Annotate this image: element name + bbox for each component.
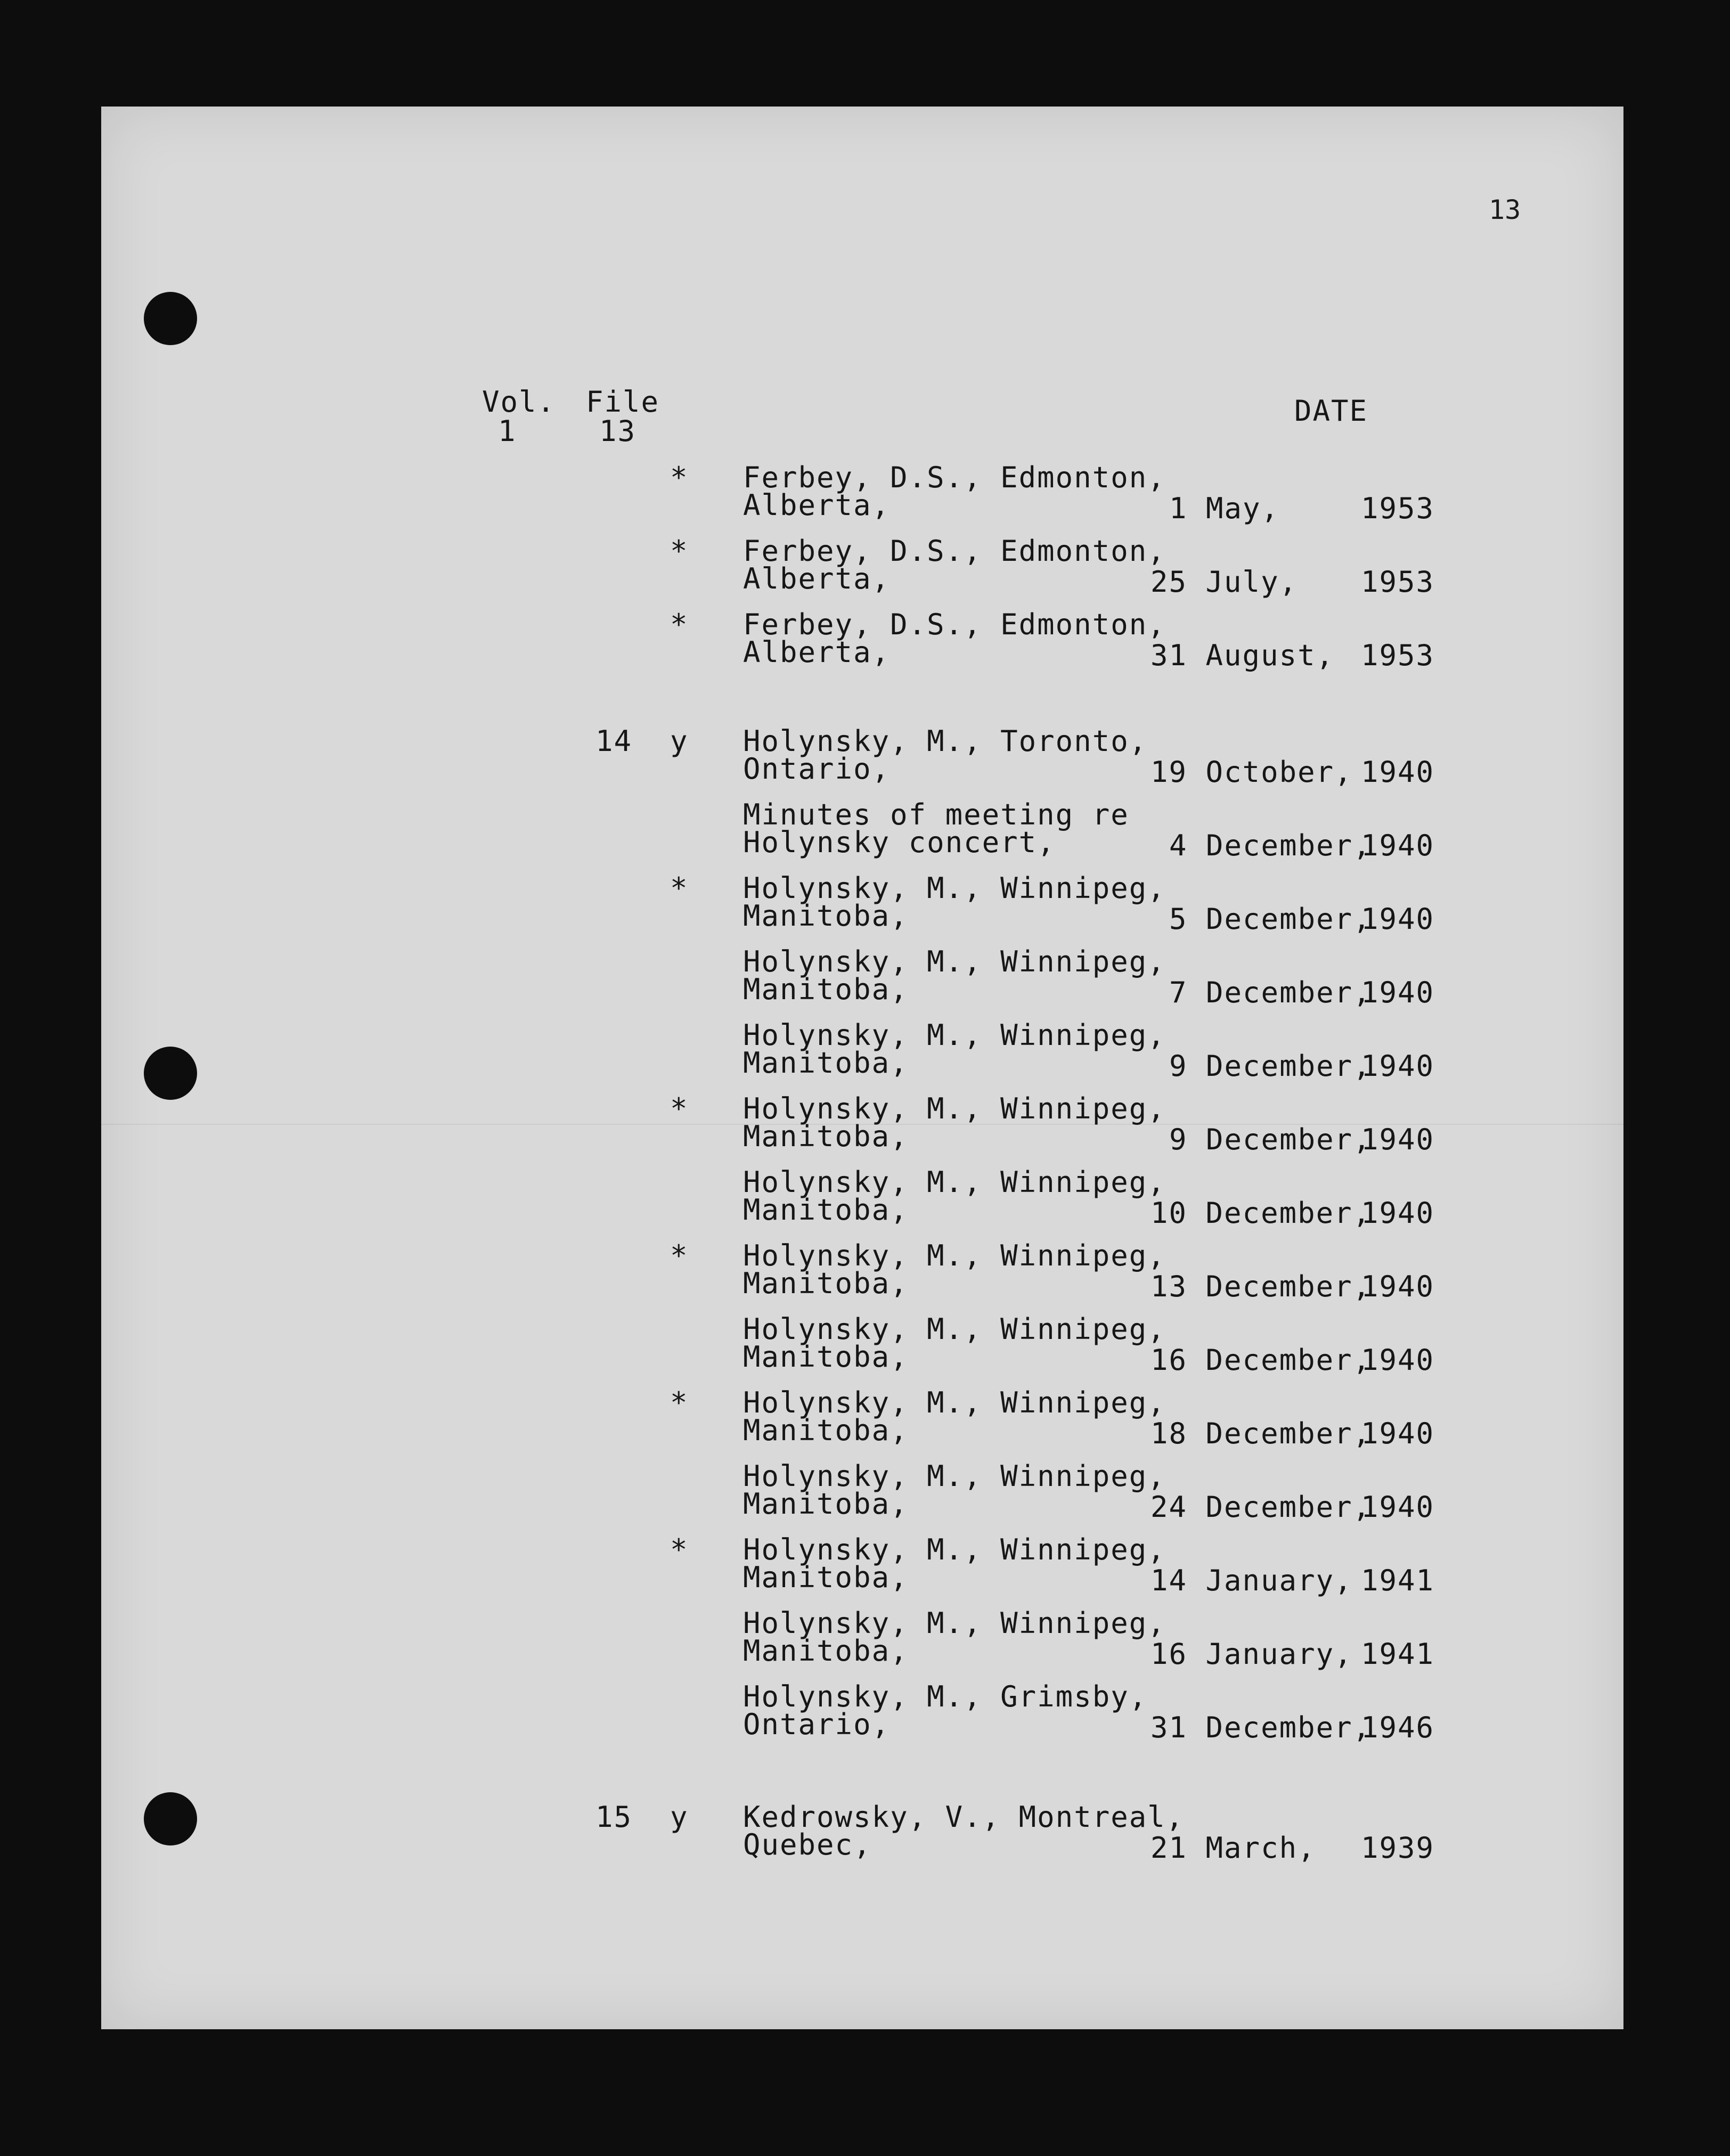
entry-mark: * <box>670 1386 689 1419</box>
entry-day-month: 31 August, <box>1150 639 1335 672</box>
entry-day-month: 9 December, <box>1169 1049 1372 1083</box>
entry-name-line1: Ferbey, D.S., Edmonton, <box>743 608 1166 641</box>
vol-value: 1 <box>498 414 517 448</box>
entry-year: 1940 <box>1361 1049 1435 1083</box>
entry-name-line1: Holynsky, M., Grimsby, <box>743 1680 1148 1713</box>
entry-mark: * <box>670 534 689 568</box>
entry-year: 1940 <box>1361 902 1435 936</box>
entry-name-line1: Holynsky, M., Winnipeg, <box>743 1165 1166 1199</box>
vol-label: Vol. <box>482 385 556 419</box>
entry-day-month: 31 December, <box>1150 1711 1372 1744</box>
file-value: 13 <box>599 414 636 448</box>
entry-mark: * <box>670 1239 689 1272</box>
entry-mark: y <box>670 1800 689 1834</box>
entry-name-line2: Quebec, <box>743 1828 872 1861</box>
entry-day-month: 24 December, <box>1150 1490 1372 1524</box>
entry-name-line2: Ontario, <box>743 752 891 786</box>
punch-hole-top <box>144 292 197 345</box>
page-number: 13 <box>1489 194 1521 225</box>
punch-hole-middle <box>144 1047 197 1100</box>
entry-name-line1: Holynsky, M., Winnipeg, <box>743 1459 1166 1493</box>
entry-year: 1940 <box>1361 1343 1435 1377</box>
entry-name-line1: Holynsky, M., Winnipeg, <box>743 1386 1166 1419</box>
entry-year: 1940 <box>1361 1196 1435 1230</box>
entry-name-line2: Alberta, <box>743 562 891 595</box>
entry-mark: * <box>670 1092 689 1125</box>
entry-file-number: 15 <box>595 1800 633 1834</box>
entry-name-line1: Holynsky, M., Winnipeg, <box>743 1312 1166 1346</box>
entry-year: 1941 <box>1361 1637 1435 1671</box>
entry-day-month: 19 October, <box>1150 755 1353 789</box>
entry-name-line2: Holynsky concert, <box>743 826 1056 859</box>
entry-file-number: 14 <box>595 724 633 758</box>
entry-day-month: 9 December, <box>1169 1123 1372 1156</box>
entry-day-month: 4 December, <box>1169 829 1372 862</box>
entry-name-line2: Manitoba, <box>743 1414 909 1447</box>
entry-name-line2: Manitoba, <box>743 1046 909 1080</box>
entry-name-line1: Minutes of meeting re <box>743 798 1129 831</box>
entry-mark: y <box>670 724 689 758</box>
entry-name-line1: Holynsky, M., Winnipeg, <box>743 1092 1166 1125</box>
entry-name-line2: Manitoba, <box>743 1120 909 1153</box>
entry-year: 1946 <box>1361 1711 1435 1744</box>
date-column-header: DATE <box>1294 394 1368 428</box>
entry-mark: * <box>670 608 689 641</box>
entry-name-line2: Manitoba, <box>743 1634 909 1668</box>
entry-year: 1940 <box>1361 976 1435 1009</box>
entry-year: 1953 <box>1361 492 1435 525</box>
entry-name-line2: Manitoba, <box>743 899 909 933</box>
entry-year: 1940 <box>1361 1123 1435 1156</box>
entry-year: 1953 <box>1361 565 1435 599</box>
entry-mark: * <box>670 871 689 905</box>
entry-day-month: 14 January, <box>1150 1564 1353 1597</box>
entry-name-line2: Manitoba, <box>743 1267 909 1300</box>
entry-name-line1: Holynsky, M., Winnipeg, <box>743 1239 1166 1272</box>
entry-year: 1940 <box>1361 1270 1435 1303</box>
entry-name-line1: Holynsky, M., Toronto, <box>743 724 1148 758</box>
file-label: File <box>586 385 660 419</box>
entry-name-line1: Ferbey, D.S., Edmonton, <box>743 534 1166 568</box>
entry-day-month: 16 December, <box>1150 1343 1372 1377</box>
entry-year: 1940 <box>1361 829 1435 862</box>
entry-day-month: 1 May, <box>1169 492 1280 525</box>
entry-name-line2: Manitoba, <box>743 973 909 1006</box>
entry-name-line1: Holynsky, M., Winnipeg, <box>743 1533 1166 1566</box>
entry-year: 1939 <box>1361 1831 1435 1865</box>
entry-year: 1941 <box>1361 1564 1435 1597</box>
entry-name-line2: Manitoba, <box>743 1487 909 1521</box>
entry-name-line2: Ontario, <box>743 1708 891 1741</box>
entry-name-line1: Holynsky, M., Winnipeg, <box>743 945 1166 978</box>
entry-name-line2: Alberta, <box>743 488 891 522</box>
entry-day-month: 25 July, <box>1150 565 1298 599</box>
entry-name-line1: Holynsky, M., Winnipeg, <box>743 871 1166 905</box>
punch-hole-bottom <box>144 1792 197 1845</box>
entry-year: 1940 <box>1361 755 1435 789</box>
entry-name-line1: Ferbey, D.S., Edmonton, <box>743 461 1166 494</box>
entry-name-line2: Manitoba, <box>743 1561 909 1594</box>
entry-day-month: 13 December, <box>1150 1270 1372 1303</box>
entry-day-month: 16 January, <box>1150 1637 1353 1671</box>
entry-year: 1940 <box>1361 1490 1435 1524</box>
entry-day-month: 18 December, <box>1150 1417 1372 1450</box>
entry-name-line2: Manitoba, <box>743 1340 909 1374</box>
entry-year: 1953 <box>1361 639 1435 672</box>
entry-year: 1940 <box>1361 1417 1435 1450</box>
entry-mark: * <box>670 1533 689 1566</box>
entry-name-line1: Kedrowsky, V., Montreal, <box>743 1800 1185 1834</box>
entry-name-line2: Manitoba, <box>743 1193 909 1227</box>
entry-day-month: 5 December, <box>1169 902 1372 936</box>
entry-day-month: 10 December, <box>1150 1196 1372 1230</box>
entry-day-month: 7 December, <box>1169 976 1372 1009</box>
entry-day-month: 21 March, <box>1150 1831 1316 1865</box>
entry-name-line1: Holynsky, M., Winnipeg, <box>743 1606 1166 1640</box>
entry-name-line1: Holynsky, M., Winnipeg, <box>743 1018 1166 1052</box>
entry-name-line2: Alberta, <box>743 635 891 669</box>
entry-mark: * <box>670 461 689 494</box>
